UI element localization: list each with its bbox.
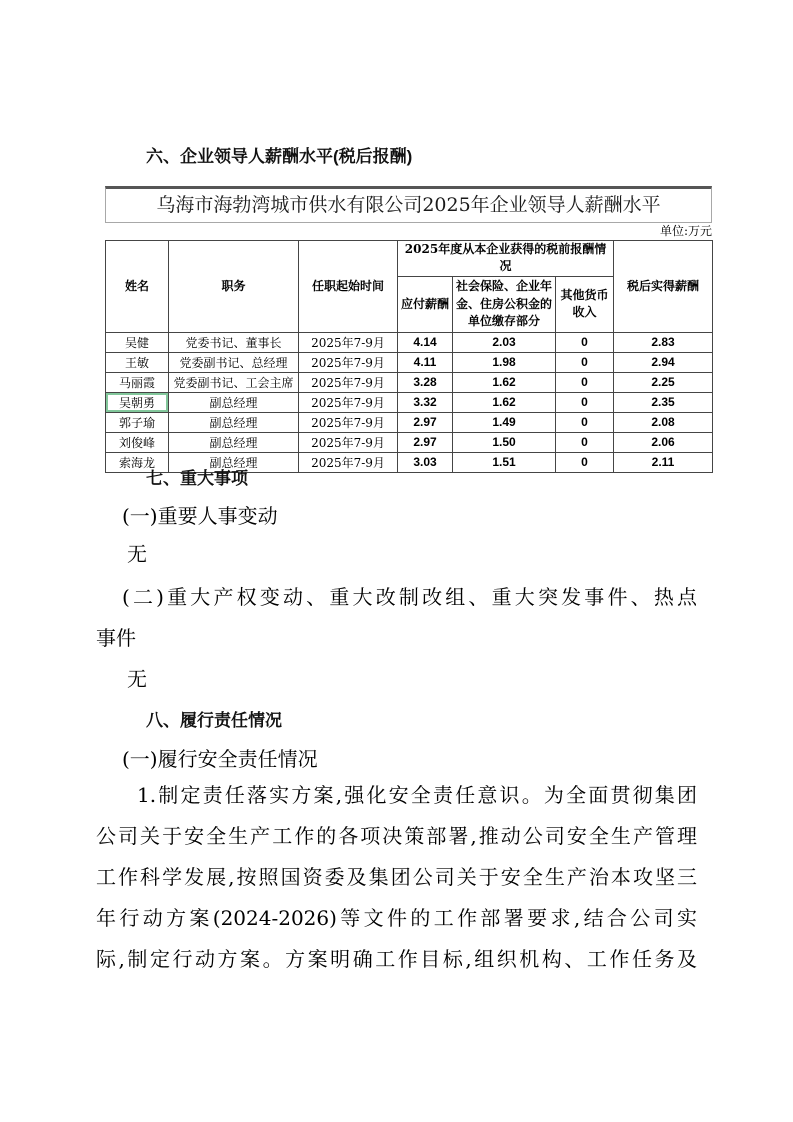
cell-social: 1.98 [453,352,556,372]
cell-tenure: 2025年7-9月 [299,332,398,352]
cell-aftertax: 2.25 [614,372,713,392]
salary-table [105,240,713,473]
cell-payable: 4.14 [398,332,453,352]
cell-aftertax: 2.06 [614,432,713,452]
cell-other: 0 [556,372,614,392]
cell-position: 党委书记、董事长 [169,332,299,352]
cell-payable: 3.28 [398,372,453,392]
cell-tenure: 2025年7-9月 [299,372,398,392]
section7-sub1: (一)重要人事变动 [122,504,278,528]
section8-sub1: (一)履行安全责任情况 [122,747,318,771]
col-header-position: 职务 [169,241,299,333]
paragraph-line: 1.制定责任落实方案,强化安全责任意识。为全面贯彻集团 [137,783,697,807]
section7-none1: 无 [127,542,147,566]
cell-aftertax: 2.35 [614,392,713,412]
cell-tenure: 2025年7-9月 [299,392,398,412]
section7-sub2-line1: (二)重大产权变动、重大改制改组、重大突发事件、热点 [122,585,697,609]
cell-position: 副总经理 [169,412,299,432]
cell-position: 副总经理 [169,452,299,472]
paragraph-line: 工作科学发展,按照国资委及集团公司关于安全生产治本攻坚三 [96,865,697,889]
cell-position: 党委副书记、工会主席 [169,372,299,392]
paragraph-line: 公司关于安全生产工作的各项决策部署,推动公司安全生产管理 [96,824,697,848]
col-header-other-income: 其他货币收入 [556,276,614,332]
cell-tenure: 2025年7-9月 [299,432,398,452]
cell-name: 吴健 [106,332,169,352]
section8-heading: 八、履行责任情况 [146,711,282,730]
cell-name: 吴朝勇 [106,392,169,412]
paragraph-line: 际,制定行动方案。方案明确工作目标,组织机构、工作任务及 [96,947,697,971]
cell-name: 刘俊峰 [106,432,169,452]
cell-social: 1.62 [453,392,556,412]
table-row [106,392,713,412]
cell-payable: 3.03 [398,452,453,472]
cell-payable: 3.32 [398,392,453,412]
col-header-pretax-group: 2025年度从本企业获得的税前报酬情况 [398,241,614,277]
cell-name: 王敏 [106,352,169,372]
table-row [106,332,713,352]
cell-tenure: 2025年7-9月 [299,352,398,372]
salary-table-body [106,332,713,472]
col-header-tenure: 任职起始时间 [299,241,398,333]
cell-payable: 2.97 [398,432,453,452]
paragraph-line: 年行动方案(2024-2026)等文件的工作部署要求,结合公司实 [96,906,697,930]
col-header-social-insurance: 社会保险、企业年金、住房公积金的单位缴存部分 [453,276,556,332]
cell-other: 0 [556,452,614,472]
table-row [106,432,713,452]
cell-name: 郭子瑜 [106,412,169,432]
cell-name: 马丽霞 [106,372,169,392]
cell-tenure: 2025年7-9月 [299,412,398,432]
cell-payable: 4.11 [398,352,453,372]
section6-heading: 六、企业领导人薪酬水平(税后报酬) [146,147,413,166]
cell-payable: 2.97 [398,412,453,432]
cell-other: 0 [556,352,614,372]
cell-position: 副总经理 [169,392,299,412]
cell-social: 1.50 [453,432,556,452]
table-row [106,412,713,432]
section7-sub2 [96,577,697,659]
col-header-aftertax: 税后实得薪酬 [614,241,713,333]
table-row [106,372,713,392]
cell-social: 2.03 [453,332,556,352]
section7-none2: 无 [127,667,147,691]
salary-table-title: 乌海市海勃湾城市供水有限公司2025年企业领导人薪酬水平 [105,186,712,223]
cell-aftertax: 2.83 [614,332,713,352]
section8-paragraph [96,775,697,980]
cell-name: 索海龙 [106,452,169,472]
section7-heading: 七、重大事项 [146,469,248,488]
cell-position: 副总经理 [169,432,299,452]
cell-tenure: 2025年7-9月 [299,452,398,472]
cell-other: 0 [556,412,614,432]
cell-social: 1.49 [453,412,556,432]
unit-note: 单位:万元 [659,224,712,238]
col-header-payable: 应付薪酬 [398,276,453,332]
cell-aftertax: 2.94 [614,352,713,372]
col-header-name: 姓名 [106,241,169,333]
cell-other: 0 [556,332,614,352]
cell-social: 1.51 [453,452,556,472]
section7-sub2-line2: 事件 [96,626,136,650]
cell-aftertax: 2.08 [614,412,713,432]
cell-position: 党委副书记、总经理 [169,352,299,372]
cell-other: 0 [556,392,614,412]
cell-other: 0 [556,432,614,452]
cell-aftertax: 2.11 [614,452,713,472]
table-row [106,352,713,372]
cell-social: 1.62 [453,372,556,392]
